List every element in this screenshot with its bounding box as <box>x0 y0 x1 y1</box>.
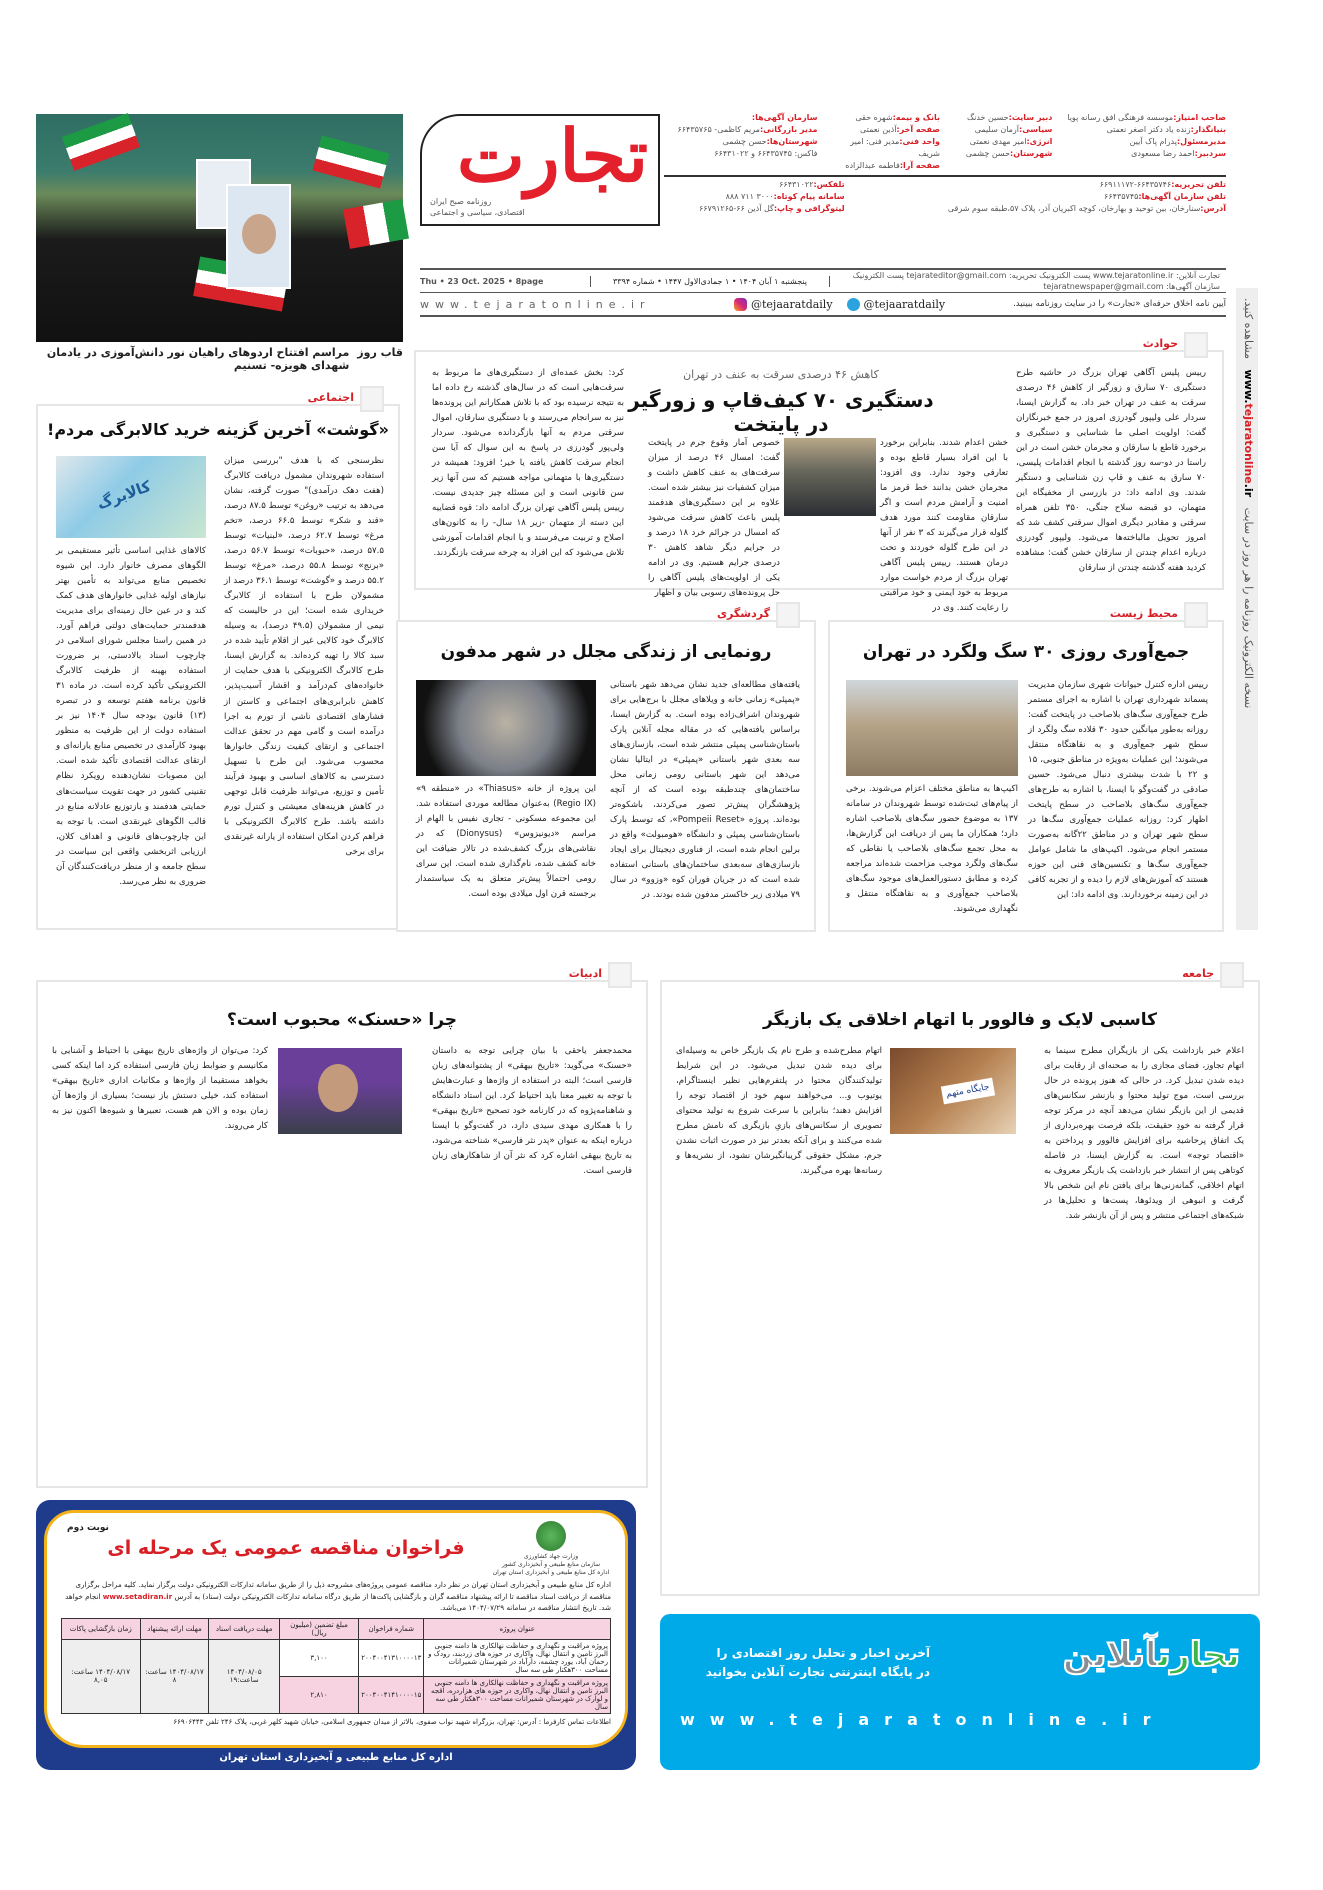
table-header: عنوان پروژه <box>424 1618 611 1639</box>
ministry-emblem: وزارت جهاد کشاورزی سازمان منابع طبیعی و آبخیزداری کشور اداره کل منابع طبیعی و آبخیزداری استان تهران <box>491 1521 611 1576</box>
article-kicker: کاهش ۴۶ درصدی سرقت به عنف در تهران <box>683 368 879 381</box>
pompeii-reconstruction-image <box>416 680 596 776</box>
article-text: کرد: بخش عمده‌ای از دستگیری‌های ما مربوط به سرقت‌هایی است که در سال‌های گذشته رخ داده اما به نتیجه نرسیده بود که با تلاش همکارانم این پرونده‌ها نیز به سرانجام می‌رسند و با دستگیری سارقان، اموال سرقتی مردم به آنها بازگردانده می‌شود. سردار ولی‌پور گودرزی در پاسخ به این سوال که آیا سن انجام سرقت کاهش یافته یا خیر؛ افزود: همیشه در دستگیری‌ها با متهمانی مواجه هستیم که سن آنها زیر سن قانونی است و این مسئله چیز جدیدی نیست. رییس پلیس آگاهی تهران بزرگ ادامه داد: قوه قضاییه این دسته از متهمان -زیر ۱۸ سال- را به کانون‌های اصلاح و تربیت می‌فرستد و با انجام اقدامات آموزشی تلاش می‌شود که این افراد به چرخه سرقت بازنگردند. <box>432 368 625 559</box>
ministry-logo-icon <box>536 1521 566 1551</box>
section-label: محیط زیست <box>1109 607 1178 620</box>
tejarat-online-ad[interactable] <box>660 1614 1260 1770</box>
masthead-entry: شهرستان:حسن چشمی <box>965 149 1053 158</box>
table-cell: پروژه مراقبت و نگهداری و حفاظت نهالکاری ها دامنه جنوبی البرز تامین و انتقال نهال، واکاری در حوزه های هزاردره، اقجه و لوارک در شهرستان شمیرانات مساحت ۳۰۰هکتار طی سه سال <box>424 1676 611 1713</box>
photo-caption-row <box>36 346 403 372</box>
section-label: ادبیات <box>568 967 602 980</box>
tender-contact: اطلاعات تماس کارفرما : آدرس: تهران، بزرگراه شهید نواب صفوی، بالاتر از میدان جمهوری اسلامی، خیابان شهید کلهر غربی، پلاک ۲۴۶ تلفن ۶۶۹۰۶۴۴۳ <box>173 1717 611 1726</box>
photo-label: قاب روز <box>357 346 403 359</box>
strip-text-end: مشاهده کنید. <box>1242 298 1255 360</box>
table-header: شماره فراخوان <box>359 1618 424 1639</box>
section-label: جامعه <box>1182 967 1214 980</box>
article-jameeh <box>660 967 1260 1596</box>
masthead-entry: مدیرمسئول:پدرام پاک آیین <box>1129 137 1226 146</box>
web-social-row <box>420 293 1226 317</box>
tender-footer: اداره کل منابع طبیعی و آبخیزداری استان تهران <box>156 1748 516 1768</box>
table-cell: ۱۴۰۴/۰۸/۰۵ ساعت:۱۹ <box>209 1639 279 1713</box>
article-title: دستگیری ۷۰ کیف‌قاپ و زورگیر در پایتخت <box>628 388 934 436</box>
date-persian: پنجشنبه ۱ آبان ۱۴۰۴ • ۱ جمادی‌الاول ۱۴۴۷ • شماره ۳۳۹۴ <box>590 276 830 287</box>
article-text: خشن اعدام شدند. بنابراین برخورد با این افراد بسیار قاطع بوده و تعارفی وجود ندارد. وی افزود: مجرمان خشن بدانند خط قرمز ما امنیت و آرامش مردم است و اگر سارقان مقاومت کنند مورد هدف گلوله قرار می‌گیرند که ۳ نفر از آنها در این طرح گلوله خوردند و تحت درمان هستند. رییس پلیس آگاهی تهران بزرگ از مردم خواست موارد مربوط به خود ایمنی و خود مراقبتی را رعایت کنند. وی در <box>880 438 1008 614</box>
article-ejtemai <box>36 391 400 930</box>
masthead-entry: انرژی:امیر مهدی نعمتی <box>969 137 1053 146</box>
table-cell: ۲,۸۱۰ <box>279 1676 358 1713</box>
article-gardeshgari <box>396 607 816 932</box>
instagram-icon <box>734 298 747 311</box>
newspaper-logo <box>420 114 660 226</box>
table-cell: ۲۰۰۴۰۰۴۱۳۱۰۰۰۰۱۳ <box>359 1639 424 1676</box>
defendant-sign-image: جایگاه متهم <box>890 1048 1016 1134</box>
website-link[interactable]: www.tejaratonline.ir <box>420 297 651 311</box>
masthead-entry: لیتوگرافی و چاپ:گل آذین ۶۶-۶۶۷۹۱۲۶۵ <box>698 204 845 213</box>
table-header: زمان بازگشایی پاکات <box>62 1618 141 1639</box>
masthead-entry: بانک و بیمه:شهره حقی <box>855 113 940 122</box>
masthead-entry: سیاسی:آرمان سلیمی <box>974 125 1053 134</box>
logo-tagline: روزنامه صبح ایران <box>430 197 492 207</box>
article-mohit-zist <box>828 607 1224 932</box>
masthead-entry: مدیر بازرگانی:مریم کاظمی- ۶۶۴۳۵۷۶۵ <box>677 125 818 134</box>
article-text: اکیپ‌ها به مناطق مختلف اعزام می‌شوند. برخی از پیام‌های ثبت‌شده توسط شهروندان در سامانه ۱۳۷ به موضوع حضور سگ‌های بلاصاحب اشاره دارد؛ همکاران ما پس از دریافت این گزارش‌ها، به محل تجمع سگ‌های بلاصاحب یا نقاطی که سگ‌های ولگرد موجب مزاحمت شده‌اند مراجعه کرده و مطابق دستورالعمل‌های موجود سگ‌های بلاصاحب جمع‌آوری و به نقاهتگاه منتقل و نگهداری می‌شوند. <box>846 784 1018 915</box>
article-text: نظرسنجی که با هدف "بررسی میزان استفاده شهروندان مشمول دریافت کالابرگ (هفت دهک درآمدی)" صورت گرفته، نشان می‌دهد به ترتیب «روغن» توسط ۸۷.۵ درصد، «قند و شکر» توسط ۶۶.۵ درصد، «تخم مرغ» توسط ۶۲.۷ درصد، «لبنیات» توسط ۵۷.۵ درصد، «حبوبات» توسط ۵۶.۷ درصد، «برنج» توسط ۵۵.۸ درصد، «مرغ» توسط ۵۵.۲ درصد و «گوشت» توسط ۳۶.۱ درصد از مشمولان طرح با استفاده از کالابرگ خریداری شده است؛ این در حالیست که نیمی از مشمولان (۴۹.۵ درصد)، به وسیله کالابرگ خود کالایی غیر از اقلام تأیید شده در سبد کالا را تهیه کرده‌اند. به گزارش ایسنا، طرح کالابرگ الکترونیکی با هدف حمایت از خانواده‌های کم‌درآمد و اقشار آسیب‌پذیر، کاهش نابرابری‌های اجتماعی و کاستن از فشارهای اقتصادی ناشی از تورم به اجرا درآمده است و گامی مهم در تحقق عدالت اجتماعی و ارتقای کیفیت زندگی خانوارها محسوب می‌شود. این طرح با تسهیل دسترسی به کالاهای اساسی و بهبود فرآیند تأمین و توزیع، می‌تواند ظرفیت قابل توجهی در کاهش هزینه‌های معیشتی و کنترل تورم داشته باشد. طرح کالابرگ الکترونیکی با فراهم کردن امکان استفاده از یارانه غیرنقدی برای برخی <box>224 456 384 857</box>
article-text: خصوص آمار وقوع جرم در پایتخت گفت: امسال ۴۶ درصد از میزان سرقت‌های به عنف کاهش داشت و میزان کشفیات نیز بیشتر شده است. علاوه بر این دستگیری‌های هدفمند پلیس باعث کاهش سرقت می‌شود که امسال در جرائم خرد ۱۸ درصد و در جرایم دیگر شاهد کاهش ۳۰ درصدی جرایم هستیم. وی در ادامه یکی از اولویت‌های پلیس آگاهی را حل پرونده‌های رسوبی بیان و اظهار <box>648 438 780 599</box>
tejarat-online-logo: تجارتآنلاین <box>1062 1635 1240 1675</box>
telegram-icon <box>847 298 860 311</box>
ad-website[interactable]: www.tejaratonline.ir <box>680 1710 1166 1729</box>
masthead-entry: آدرس:سنارخان، بین توحید و بهارخان، کوچه اکبریان آذر، پلاک ۵۷،طبقه سوم شرقی <box>947 204 1226 213</box>
masthead-entry: شهرستان‌ها:حسن چشمی <box>722 137 818 146</box>
table-cell: پروژه مراقبت و نگهداری و حفاظت نهالکاری ها دامنه جنوبی البرز تامین و انتقال نهال، واکاری در حوزه های زردبند، رودک و رحمان آباد، یورد چشمه، دارآباد در شهرستان شمیرانات مساحت ۳۰۰هکتار طی سه سال <box>424 1639 611 1676</box>
article-title: رونمایی از زندگی مجلل در شهر مدفون <box>440 642 772 662</box>
masthead-entry: تلفن سازمان آگهی‌ها:۶۶۴۳۵۷۴۵ <box>1104 192 1226 201</box>
author-portrait <box>278 1048 402 1134</box>
tender-round: نوبت دوم <box>67 1523 109 1533</box>
strip-text: نسخه الکترونیک روزنامه را هر روز در سایت <box>1242 507 1255 709</box>
article-text: کالاهای غذایی اساسی تأثیر مستقیمی بر الگوهای مصرف خانوار دارد. این شیوه تخصیص منابع می‌تواند به تأمین بهتر نیازهای اولیه غذایی خانوارهای هدف کمک کند و در عین حال زمینه‌ای برای مدیریت هدفمندتر حمایت‌های دولتی فراهم آورد. در همین راستا مجلس شورای اسلامی در چارچوب اسناد بالادستی، بر ضرورت استفاده بهینه از ظرفیت کالابرگ الکترونیکی تأکید کرده است. در ماده ۳۱ قانون برنامه هفتم توسعه و در تبصره (۱۳) قانون بودجه سال ۱۴۰۴ نیز بر استفاده دولت از این ظرفیت به منظور بهبود کارآمدی در تخصیص منابع یارانه‌ای و ارتقای عدالت اقتصادی تأکید شده است. این مصوبات نشان‌دهنده رویکرد نظام تقنینی کشور در جهت تقویت سیاست‌های حمایتی هدفمند و بازتوزیع عادلانه منابع در قالب الگوهای غیرنقدی است. با توجه به این چارچوب‌های قانونی و اهداف کلان، ارزیابی اثربخشی واقعی این سیاست در سطح جامعه و از منظر دریافت‌کنندگان آن ضروری به نظر می‌رسد. <box>56 546 206 887</box>
police-chief-photo <box>784 438 876 516</box>
tender-title: فراخوان مناقصه عمومی یک مرحله ای <box>107 1537 465 1559</box>
article-title: جمع‌آوری روزی ۳۰ سگ ولگرد در تهران <box>862 642 1190 662</box>
masthead-entry: تلفکس:۶۶۴۳۱۰۲۲ <box>779 180 845 189</box>
stray-dogs-image <box>846 680 1018 776</box>
masthead-entry: دبیر سایت:حسین خدنگ <box>966 113 1053 122</box>
section-label: حوادث <box>1142 337 1178 350</box>
kalabarg-card-image: کالابرگ <box>56 456 206 538</box>
section-label: گردشگری <box>716 607 770 620</box>
masthead-info <box>664 112 1226 215</box>
article-text: اعلام خبر بازداشت یکی از بازیگران مطرح سینما به اتهام تجاوز، فضای مجازی را به صحنه‌ای از رقابت برای دیده شدن تبدیل کرد. در حالی که هنوز پرونده در حال بررسی است، موج تولید محتوا و بازنشر سکانس‌های قدیمی از این بازیگر نشان می‌دهد آنچه در مرکز توجه قرار گرفته نه خودِ حقیقت، بلکه فرصت بهره‌برداری از یک اتفاق پرحاشیه برای افزایش فالوور و پرداختن به «اقتصاد توجه» است. به گزارش ایسنا، در فاصله کوتاهی پس از انتشار خبر بازداشت یک بازیگر معروف به اتهام اخلاقی، گمانه‌زنی‌ها برای یافتن نام این شخص بالا گرفت و انبوهی از ویدئوها، پست‌ها و تحلیل‌ها در شبکه‌های اجتماعی منتشر و پس از آن بازنشر شد. <box>1044 1046 1244 1222</box>
section-label: اجتماعی <box>307 391 354 404</box>
table-header: مهلت ارائه پیشنهاد <box>140 1618 209 1639</box>
logo-wordmark: تجارت <box>456 113 648 198</box>
table-cell: ۱۴۰۴/۰۸/۱۷ ساعت: ۸,۰۵ <box>62 1639 141 1713</box>
masthead-entry: سازمان آگهی‌ها: <box>751 113 818 122</box>
masthead-entry: سردبیر:احمد رضا مسعودی <box>1131 149 1226 158</box>
ethics-note: آیین نامه اخلاق حرفه‌ای «تجارت» را در سایت روزنامه ببینید. <box>1013 299 1226 310</box>
tender-advertisement <box>36 1500 636 1770</box>
table-cell: ۲۰۰۴۰۰۴۱۴۱۰۰۰۰۱۵ <box>359 1676 424 1713</box>
article-text: رییس اداره کنترل حیوانات شهری سازمان مدیریت پسماند شهرداری تهران با اشاره به اجرای مستمر طرح جمع‌آوری سگ‌های بلاصاحب در پایتخت گفت: روزانه به‌طور میانگین حدود ۳۰ قلاده سگ ولگرد از سطح شهر جمع‌آوری و به نقاهتگاه منتقل می‌شوند؛ این عملیات به‌ویژه در مناطق جنوبی، ۱۵ و ۲۲ با شدت بیشتری دنبال می‌شود. حسین صادقی در گفت‌وگو با ایسنا، با اشاره به طرح‌های جمع‌آوری سگ‌های بلاصاحب در سطح پایتخت اظهار کرد: روزانه عملیات جمع‌آوری سگ‌ها در سطح شهر تهران و در مناطق ۲۲گانه به‌صورت مستمر انجام می‌شود. اکیپ‌های ما شامل عوامل جمع‌آوری سگ‌ها و تکنسین‌های فنی این حوزه هستند که آموزش‌های لازم را دیده و از تجربه کافی در این زمینه برخوردارند. وی ادامه داد: این <box>1028 680 1209 901</box>
tender-table <box>61 1618 611 1714</box>
article-text: این پروژه از خانه «Thiasus» در «منطقه ۹» (Regio IX) به‌عنوان مطالعه موردی استفاده شد. این مجموعه مسکونی - تجاری نفیس با الهام از مراسم «دیونیزوس» (Dionysus) که در نقاشی‌های بزرگ کشف‌شده در تالار ضیافت این خانه کشف شده، نام‌گذاری شده است. این سرای رومی احتمالاً پیش‌تر متعلق به یک سیاستمدار برجسته قرن اول میلادی بوده است. <box>416 784 596 900</box>
table-header: مبلغ تضمین (میلیون ریال) <box>279 1618 358 1639</box>
logo-tagline-2: اقتصادی، سیاسی و اجتماعی <box>430 207 525 217</box>
table-header: مهلت دریافت اسناد <box>209 1618 279 1639</box>
article-adabiat <box>36 967 648 1488</box>
side-strip <box>1236 288 1258 930</box>
article-text: رییس پلیس آگاهی تهران بزرگ در حاشیه طرح دستگیری ۷۰ سارق و زورگیر از کاهش ۴۶ درصدی سرقت به عنف در تهران خبر داد. به گزارش ایسنا، سردار علی ولیپور گودرزی امروز در جمع خبرنگاران گفت: اولویت اصلی ما شناسایی و دستگیری و برخورد قاطع با سارقان و مجرمان خشن است در این راستا در دو-سه روز گذشته با انجام اقدامات پلیسی، ۷۰ سارق به عنف و قاپ زن شناسایی و دستگیر شدند. وی ادامه داد: در بازرسی از مخفیگاه این متهمان، دو قبضه سلاح جنگی، ۳۵۰ تلفن همراه سرقتی و مقادیر دیگری اموال سرقتی کشف شد که امروز تحویل مالباخته‌ها می‌شود. ولیپور گودرزی درباره اعدام چندتن از سارقان خشن گفت: مشاهده کردید هفته گذشته چندتن از سارقان <box>1016 368 1206 574</box>
masthead-entry: صفحه آخر:آذین نعمتی <box>859 125 940 134</box>
contact-emails: تجارت آنلاین: www.tejaratonline.ir پست الکترونیک تحریریه: tejarateditor@gmail.com پست الکترونیک سازمان آگهی‌ها: tejaratnewspaper@gmail.com <box>852 271 1220 292</box>
masthead-entry: سامانه پیام کوتاه:۳۰۰۰ ۷۱۱ ۸۸۸ <box>725 192 845 201</box>
table-cell: ۱۴۰۴/۰۸/۱۷ ساعت: ۸ <box>140 1639 209 1713</box>
photo-caption: مراسم افتتاح اردوهای راهیان نور دانش‌آموزی در یادمان شهدای هویزه- تسنیم <box>46 346 350 372</box>
masthead-entry: تلفن تحریریه:۶۶۴۳۵۷۴۶-۶۶۹۱۱۱۷۲ <box>1099 180 1226 189</box>
table-cell: ۳,۱۰۰ <box>279 1639 358 1676</box>
table-row <box>62 1639 611 1676</box>
article-text: کرد: می‌توان از واژه‌های تاریخ بیهقی با احتیاط و آشنایی با مکانیسم و ضوابط زبان فارسی استفاده کرد اما اینکه کسی بخواهد مستقیما از واژه‌ها و مکاتبات اداری «تاریخ بیهقی» استفاده کند، خیلی دستش باز نیست؛ بسیاری از واژه‌ها آن زمان بوده و الان هم هست، تعبیرها و شیوه‌ها اکنون نیز به کار می‌روند. <box>52 1046 268 1132</box>
masthead-entry: صفحه آرا:فاطمه عبدالزاده <box>845 161 940 170</box>
masthead-entry: واحد فنی:مدیر فنی: امیر شریف <box>850 137 940 158</box>
masthead-entry: فاکس: ۶۶۴۳۵۷۴۵ و ۶۶۴۳۱۰۲۲ <box>714 149 818 158</box>
strip-site[interactable]: www.tejaratonline.ir <box>1242 369 1255 498</box>
front-photo <box>36 114 403 342</box>
ad-line-1: آخرین اخبار و تحلیل روز اقتصادی را <box>716 1646 930 1660</box>
instagram-handle[interactable]: @tejaaratdaily <box>734 298 833 311</box>
telegram-handle[interactable]: @tejaaratdaily <box>847 298 946 311</box>
dateline <box>420 268 1226 293</box>
article-text: محمدجعفر یاحقی با بیان چرایی توجه به داستان «حسنک» می‌گوید: «تاریخ بیهقی» از پشتوانه‌های زبان فارسی است؛ البته در استفاده از واژه‌ها و عبارت‌هایش با توجه به تغییر معنا باید احتیاط کرد. این استاد دانشگاه و شاهنامه‌پژوه که در کارنامه خود تصحیح «تاریخ بیهقی» را با همکاری مهدی سیدی دارد، در گفت‌وگو با ایسنا درباره اینکه به عنوان «پدر نثر فارسی» شناخته می‌شود، به تاریخ بیهقی اشاره کرد که نثر آن از شاهکارهای زبان فارسی است. <box>432 1046 632 1177</box>
article-title: کاسبی لایک و فالوور با اتهام اخلاقی یک بازیگر <box>763 1010 1157 1030</box>
tender-intro: اداره کل منابع طبیعی و آبخیزداری استان تهران در نظر دارد مناقصه عمومی پروژه‌های مشروحه ذیل را از طریق سامانه تدارکات الکترونیکی دولت برگزار نماید. کلیه مراحل برگزاری مناقصه از دریافت اسناد مناقصه تا ارائه پیشنهاد مناقصه گران و بازگشایی پاکت‌ها از طریق درگاه سامانه تدارکات الکترونیکی دولت (ستاد) به آدرس www.setadiran.ir انجام خواهد شد. تاریخ انتشار مناقصه در سامانه ۱۴۰۴/۰۷/۲۹ می‌باشد. <box>65 1580 611 1613</box>
article-text: یافته‌های مطالعه‌ای جدید نشان می‌دهد شهر باستانی «پمپئی» زمانی خانه و ویلاهای مجلل با برج‌هایی برای شهروندان اشراف‌زاده بوده است. به گزارش ایسنا، براساس یافته‌هایی که در مقاله مجله آنلاین پارک باستان‌شناسی پمپئی منتشر شده است، بازسازی‌های سه بعدی شهر باستانی «پمپئی» در ایتالیا نشان می‌دهد این شهر باستانی رومی زمانی محل ساختمان‌های چندطبقه بوده است که از آنچه پژوهشگران پیش‌تر تصور می‌کردند، باشکوه‌تر بوده‌اند. پروژه «Pompeii Reset»، که توسط پارک باستان‌شناسی پمپئی و دانشگاه «هومبولت» واقع در برلین انجام شده است، از فناوری دیجیتال برای ایجاد بازسازی‌های سه‌بعدی ساختمان‌های باستانی استفاده شده است که در جریان فوران کوه «وزوو» در سال ۷۹ میلادی زیر خاکستر مدفون شده بودند. در <box>610 680 801 901</box>
masthead-entry: بنیانگذار:زنده یاد دکتر اصغر نعمتی <box>1106 125 1226 134</box>
article-text: اتهام مطرح‌شده و طرح نام یک بازیگر خاص به وسیله‌ای برای دیده شدن تبدیل می‌شود. در این شرایط تولیدکنندگان محتوا در پلتفرم‌هایی نظیر اینستاگرام، یوتیوب و... می‌خواهند سهم خود از اقتصاد توجه را افزایش دهند؛ بنابراین با سرعت شروع به تولید محتوای تصویری از سکانس‌های بازیِ بازیگری که نامش مطرح شده می‌کنند و برای آنکه بعدتر نیز در صورت اثبات نشدن جرم، مشکل حقوقی گریبانگیرشان نشود، از نشریه‌ها و رسانه‌ها بهره می‌گیرند. <box>676 1046 882 1177</box>
masthead-entry: صاحب امتیاز:موسسه فرهنگی افق رسانه پویا <box>1067 113 1226 122</box>
date-english: Thu • 23 Oct. 2025 • 8page <box>420 276 544 286</box>
article-title: چرا «حسنک» محبوب است؟ <box>226 1010 458 1030</box>
article-title: «گوشت» آخرین گزینه خرید کالابرگی مردم! <box>47 420 389 439</box>
setadiran-link[interactable]: www.setadiran.ir <box>102 1591 173 1601</box>
header-rows <box>420 268 1226 317</box>
ad-line-2: در پایگاه اینترنتی تجارت آنلاین بخوانید <box>705 1665 930 1680</box>
